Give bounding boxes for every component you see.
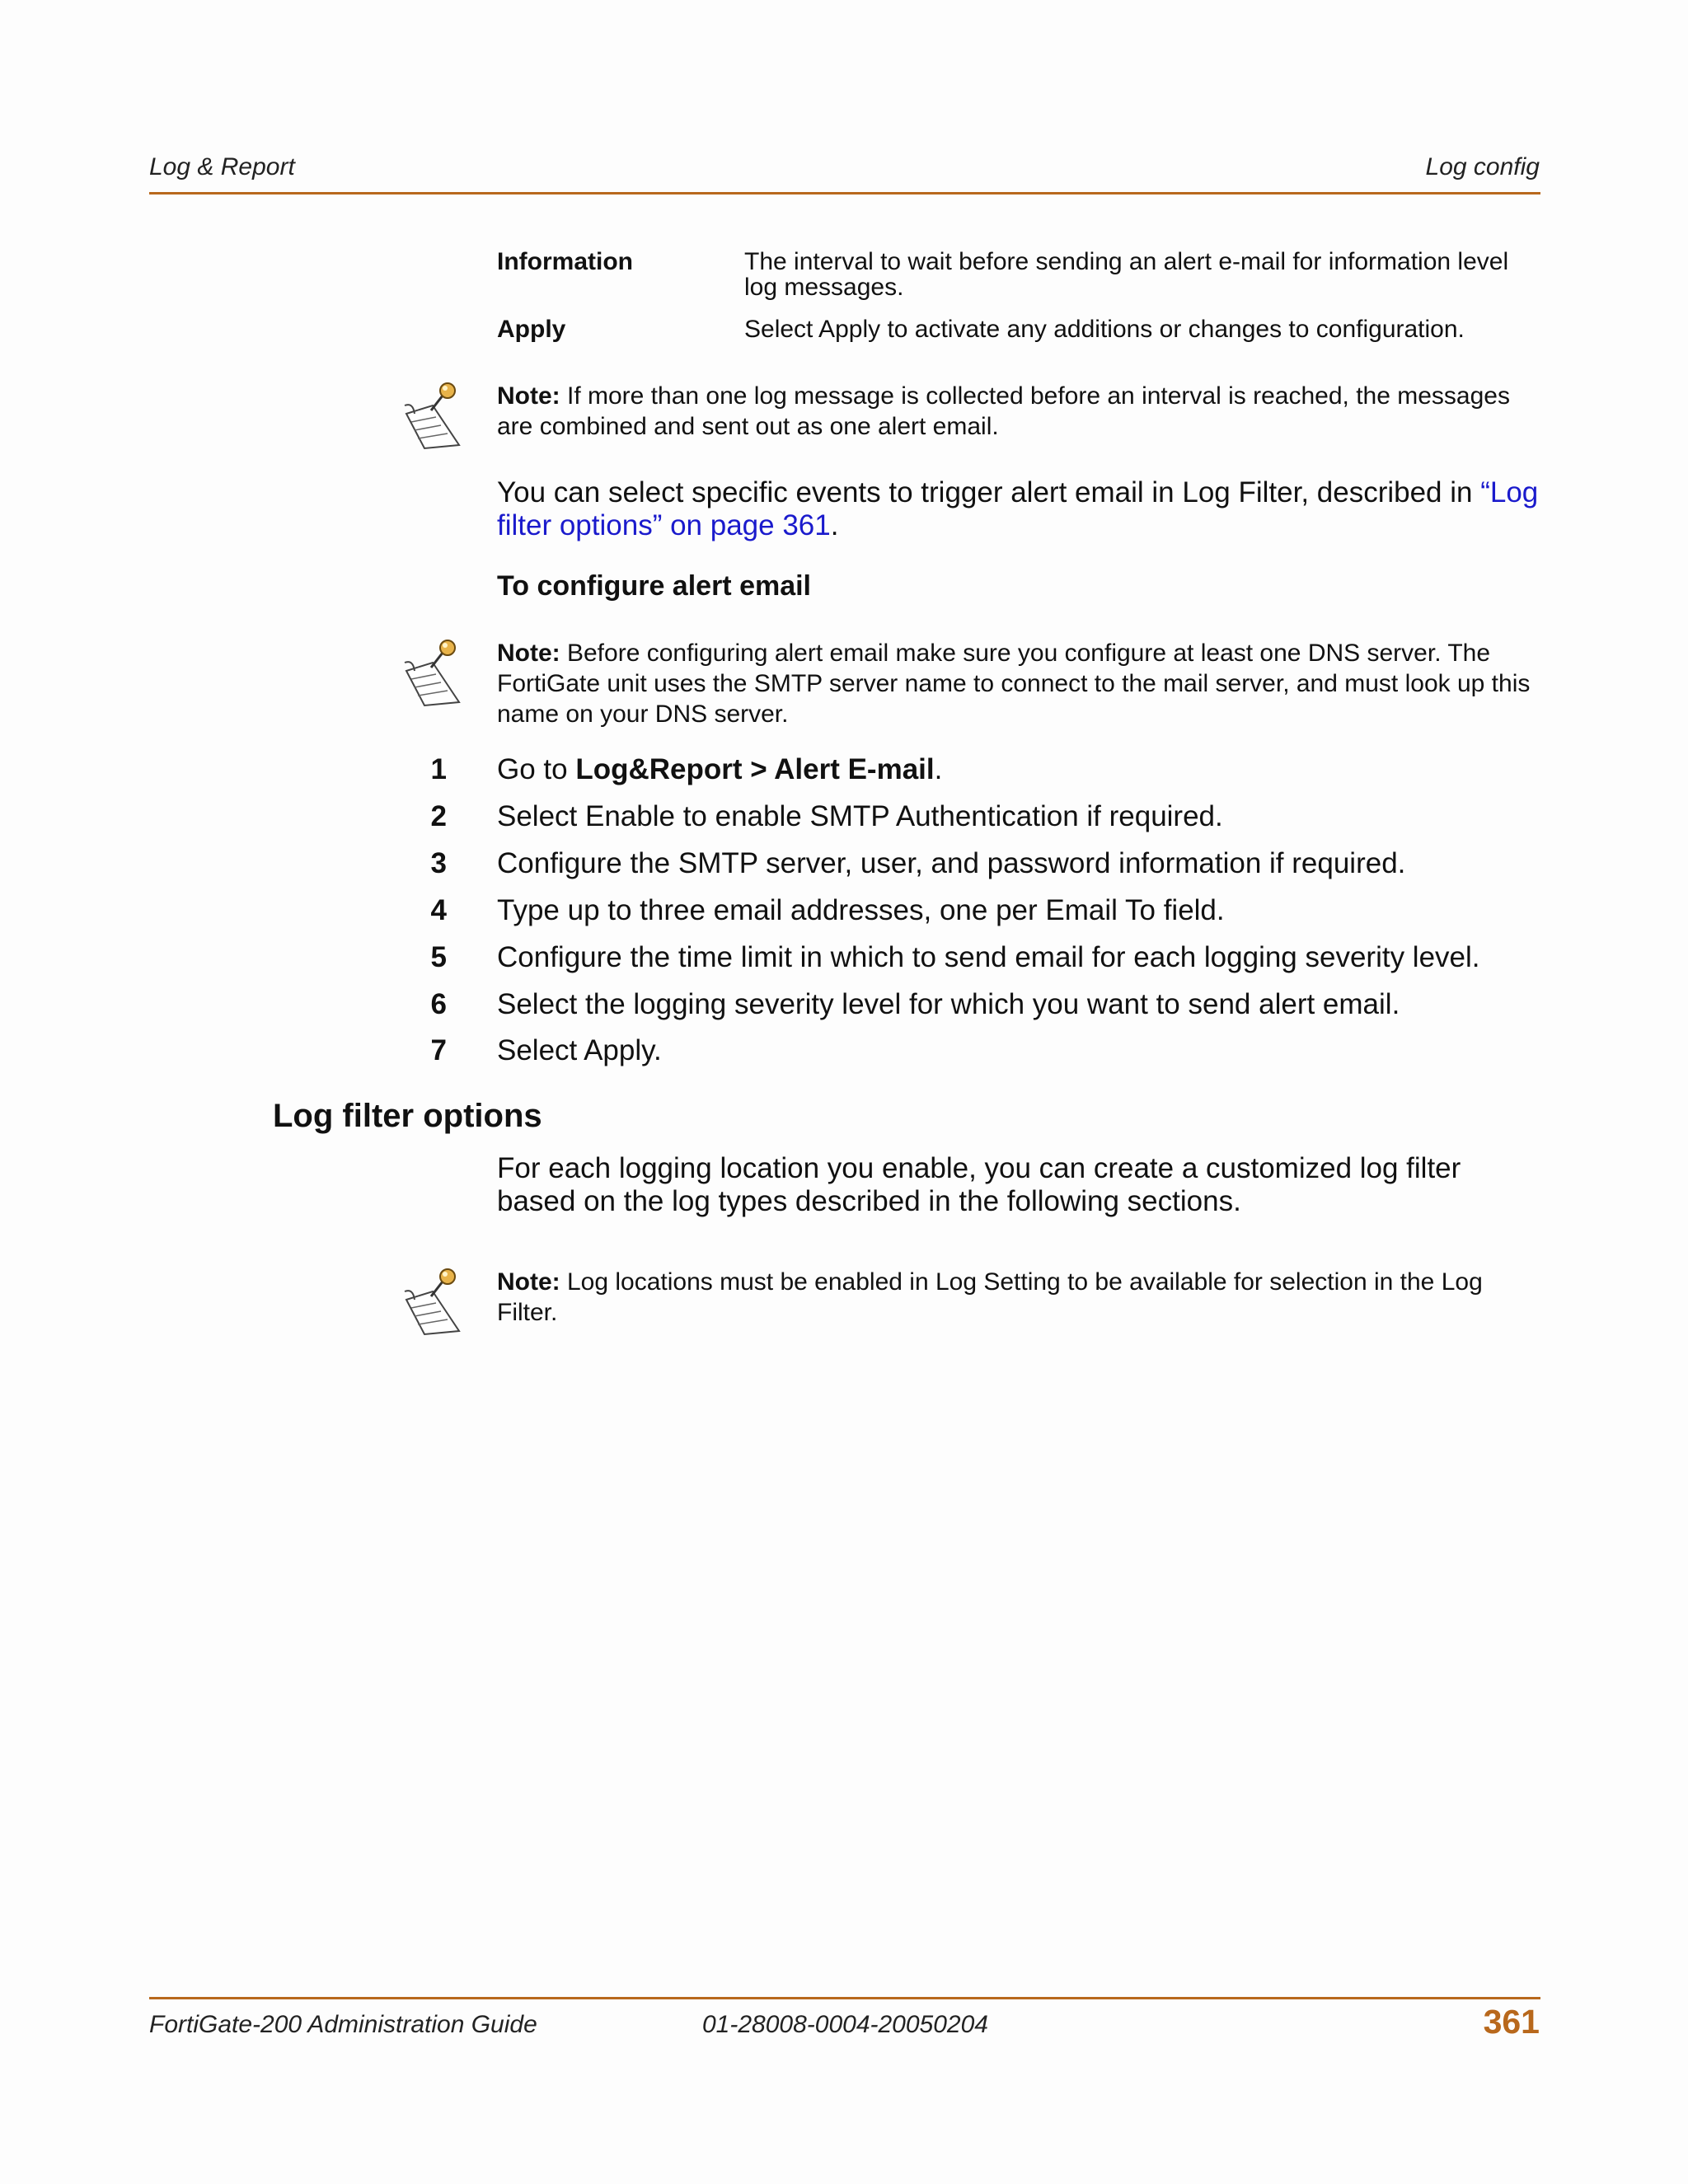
- step-text: Select Apply.: [497, 1034, 662, 1066]
- definition-description: Select Apply to activate any additions or changes to configuration.: [744, 316, 1465, 343]
- header-rule: [149, 192, 1540, 194]
- step-number: 6: [430, 988, 447, 1020]
- paragraph: [497, 476, 1540, 542]
- step-text: [497, 753, 942, 786]
- note-text: [497, 1267, 1540, 1328]
- step-text-end: .: [934, 753, 943, 785]
- step-text-plain: Go to: [497, 753, 576, 785]
- note-label: Note:: [497, 382, 560, 410]
- footer-document-number: 01-28008-0004-20050204: [702, 2011, 988, 2038]
- footer-guide-title: FortiGate-200 Administration Guide: [149, 2011, 537, 2038]
- step-text: Type up to three email addresses, one per Email To field.: [497, 894, 1225, 926]
- definition-term: Information: [497, 248, 633, 275]
- definition-term: Apply: [497, 316, 566, 343]
- step-text: Configure the SMTP server, user, and password information if required.: [497, 847, 1406, 879]
- paragraph: For each logging location you enable, you can create a customized log filter based on the log types described in the following sections.: [497, 1152, 1461, 1217]
- footer-rule: [149, 1997, 1540, 1999]
- note-text: [497, 381, 1540, 442]
- step-text: Select the logging severity level for which you want to send alert email.: [497, 988, 1400, 1020]
- note-label: Note:: [497, 1268, 560, 1296]
- step-text: Configure the time limit in which to send email for each logging severity level.: [497, 941, 1480, 973]
- procedure-heading: To configure alert email: [497, 570, 812, 602]
- note-body: Log locations must be enabled in Log Setting to be available for selection in the Log Filter.: [497, 1268, 1483, 1326]
- step-menu-path: Log&Report > Alert E-mail: [575, 753, 935, 785]
- cross-reference-link[interactable]: “Log filter options” on page 361: [497, 476, 1539, 541]
- step-number: 7: [430, 1034, 447, 1066]
- step-number: 1: [430, 753, 447, 785]
- note-pin-icon: [400, 381, 466, 452]
- step-number: 4: [430, 894, 447, 926]
- note-pin-icon: [400, 638, 466, 709]
- step-number: 3: [430, 847, 447, 879]
- note-body: If more than one log message is collected before an interval is reached, the messages are combined and sent out as one alert email.: [497, 382, 1510, 440]
- step-text: Select Enable to enable SMTP Authentication if required.: [497, 800, 1223, 832]
- definition-description: The interval to wait before sending an alert e-mail for information level log messages.: [744, 248, 1509, 301]
- step-number: 2: [430, 800, 447, 832]
- step-number: 5: [430, 941, 447, 973]
- note-label: Note:: [497, 640, 560, 667]
- paragraph-end: .: [830, 509, 839, 541]
- header-chapter-title: Log config: [1425, 153, 1540, 180]
- header-section-title: Log & Report: [149, 153, 295, 180]
- page-number: 361: [1483, 2003, 1540, 2041]
- section-heading: Log filter options: [273, 1098, 542, 1134]
- paragraph-text: You can select specific events to trigger alert email in Log Filter, described in: [497, 476, 1481, 509]
- note-pin-icon: [400, 1267, 466, 1338]
- note-body: Before configuring alert email make sure you configure at least one DNS server. The FortiGate unit uses the SMTP server name to connect to the mail server, and must look up this name on your DNS server.: [497, 640, 1531, 728]
- note-text: [497, 638, 1540, 729]
